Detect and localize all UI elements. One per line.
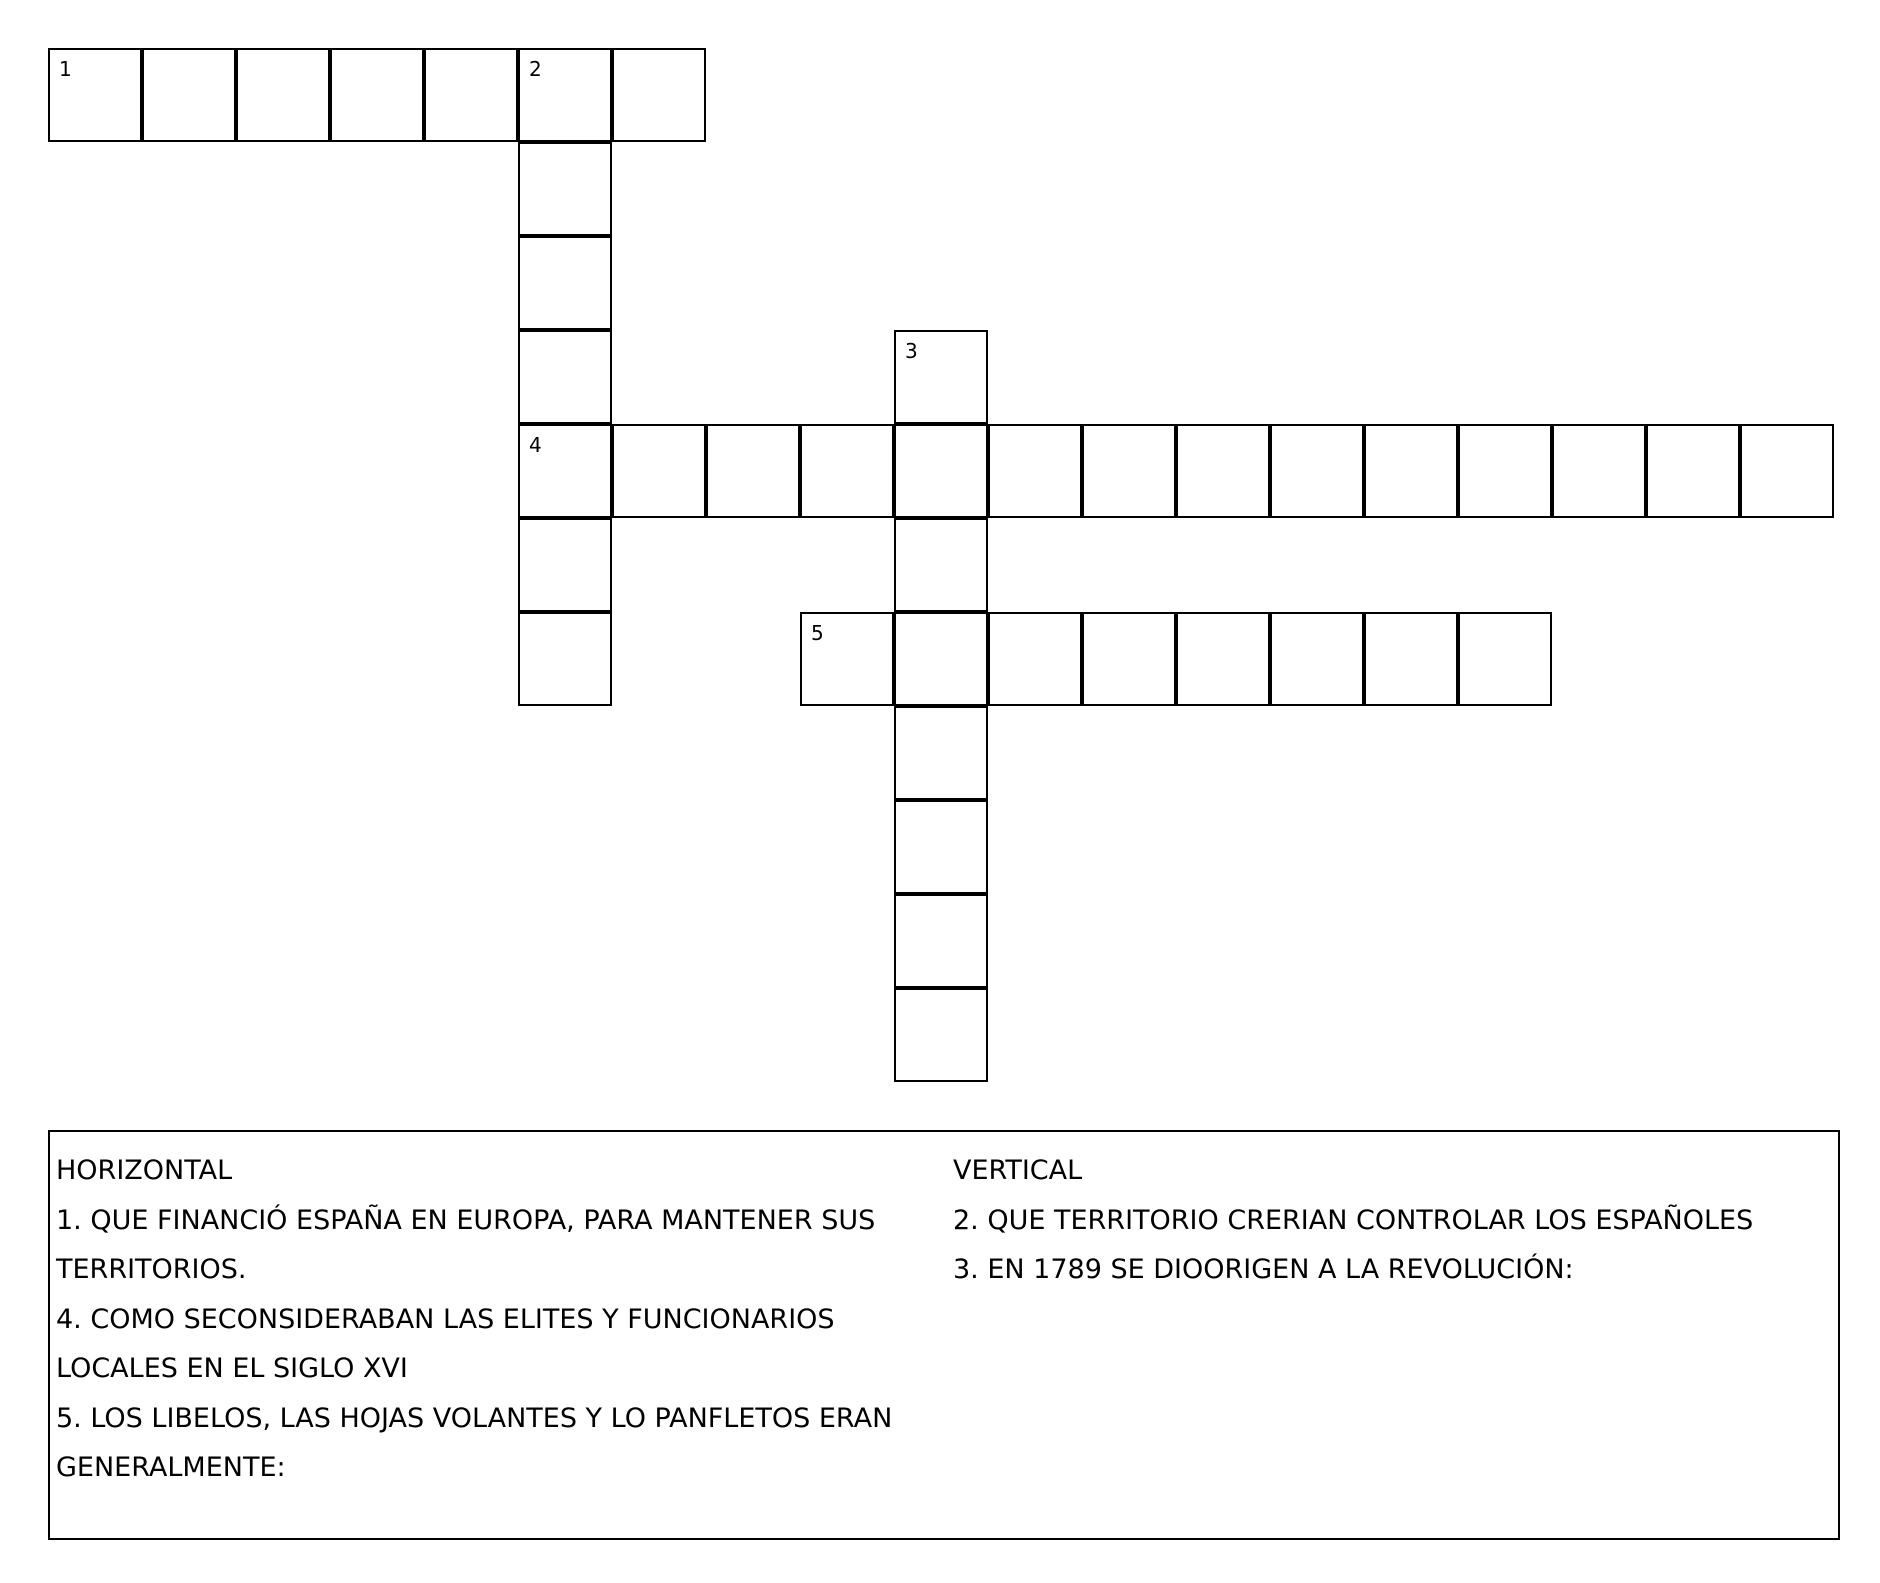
crossword-cell[interactable] [1082,612,1176,706]
crossword-cell[interactable] [894,706,988,800]
crossword-cell[interactable] [988,424,1082,518]
clue-number: 4 [529,433,542,457]
crossword-cell[interactable] [800,424,894,518]
crossword-cell[interactable] [518,612,612,706]
crossword-cell[interactable] [894,800,988,894]
crossword-cell[interactable] [894,988,988,1082]
crossword-cell[interactable] [142,48,236,142]
crossword-cell[interactable] [894,612,988,706]
crossword-cell[interactable] [800,612,894,706]
horizontal-clue-line: TERRITORIOS. [56,1254,247,1285]
crossword-cell[interactable] [48,48,142,142]
crossword-cell[interactable] [424,48,518,142]
crossword-cell[interactable] [894,894,988,988]
crossword-cell[interactable] [518,518,612,612]
vertical-heading: VERTICAL [953,1155,1083,1186]
crossword-cell[interactable] [612,424,706,518]
horizontal-clue-line: 5. LOS LIBELOS, LAS HOJAS VOLANTES Y LO PANFLETOS ERAN [56,1402,893,1434]
clue-number: 2 [529,57,542,81]
horizontal-clue-line: LOCALES EN EL SIGLO XVI [56,1353,408,1384]
crossword-cell[interactable] [894,424,988,518]
horizontal-clues [56,1146,956,1493]
crossword-cell[interactable] [518,142,612,236]
crossword-cell[interactable] [1646,424,1740,518]
vertical-clue-line: 2. QUE TERRITORIO CRERIAN CONTROLAR LOS ESPAÑOLES [953,1204,1754,1236]
crossword-cell[interactable] [518,424,612,518]
horizontal-clue-line: 1. QUE FINANCIÓ ESPAÑA EN EUROPA, PARA MANTENER SUS [56,1204,876,1236]
crossword-cell[interactable] [988,612,1082,706]
crossword-cell[interactable] [1364,612,1458,706]
crossword-cell[interactable] [1364,424,1458,518]
horizontal-heading: HORIZONTAL [56,1155,233,1186]
crossword-cell[interactable] [518,48,612,142]
crossword-cell[interactable] [518,330,612,424]
crossword-cell[interactable] [894,330,988,424]
horizontal-clue-line: GENERALMENTE: [56,1452,286,1483]
crossword-cell[interactable] [1176,612,1270,706]
vertical-clues [953,1146,1833,1295]
horizontal-clue-line: 4. COMO SECONSIDERABAN LAS ELITES Y FUNCIONARIOS [56,1303,835,1335]
crossword-cell[interactable] [330,48,424,142]
clue-number: 1 [59,57,72,81]
crossword-cell[interactable] [612,48,706,142]
crossword-cell[interactable] [518,236,612,330]
crossword-cell[interactable] [236,48,330,142]
crossword-cell[interactable] [1552,424,1646,518]
vertical-clue-line: 3. EN 1789 SE DIOORIGEN A LA REVOLUCIÓN: [953,1254,1574,1285]
clue-number: 3 [905,339,918,363]
crossword-cell[interactable] [1740,424,1834,518]
crossword-cell[interactable] [1176,424,1270,518]
crossword-cell[interactable] [1270,612,1364,706]
crossword-cell[interactable] [706,424,800,518]
crossword-cell[interactable] [1458,612,1552,706]
crossword-cell[interactable] [1458,424,1552,518]
clues-panel [48,1130,1840,1540]
crossword-cell[interactable] [1270,424,1364,518]
clue-number: 5 [811,621,824,645]
crossword-cell[interactable] [894,518,988,612]
crossword-cell[interactable] [1082,424,1176,518]
